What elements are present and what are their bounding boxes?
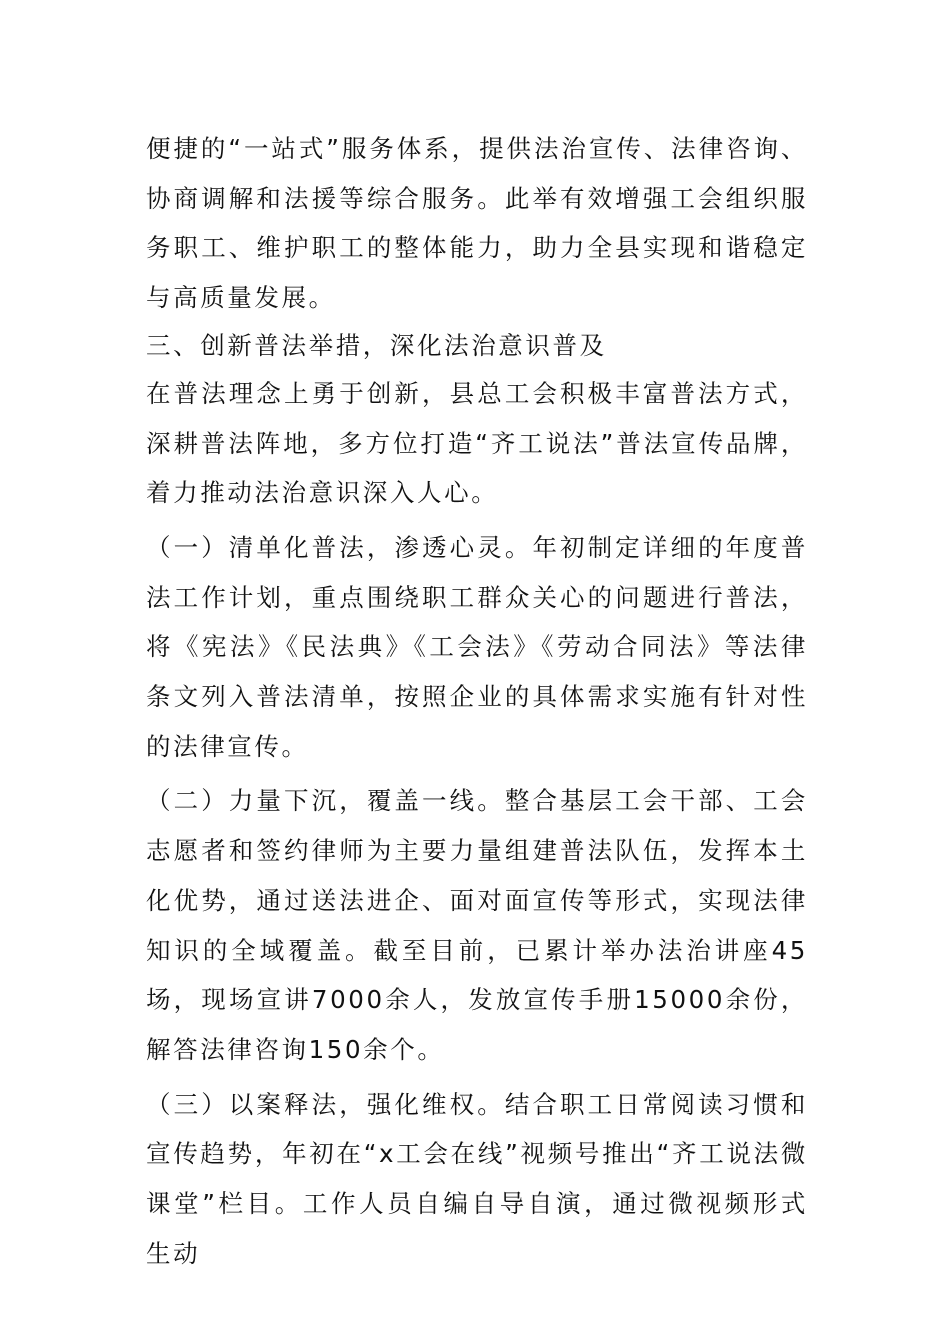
paragraph-item-two: （二）力量下沉，覆盖一线。整合基层工会干部、工会志愿者和签约律师为主要力量组建普法队伍，发挥本土化优势，通过送法进企、面对面宣传等形式，实现法律知识的全域覆盖。截至目前，已累计举办法治讲座45场，现场宣讲7000余人，发放宣传手册15000余份，解答法律咨询150余个。: [146, 786, 808, 1064]
document-body: [146, 124, 808, 1278]
paragraph-item-three: （三）以案释法，强化维权。结合职工日常阅读习惯和宣传趋势，年初在“x工会在线”视频号推出“齐工说法微课堂”栏目。工作人员自编自导自演，通过微视频形式生动: [146, 1089, 808, 1268]
paragraph-service-system: 便捷的“一站式”服务体系，提供法治宣传、法律咨询、协商调解和法援等综合服务。此举有效增强工会组织服务职工、维护职工的整体能力，助力全县实现和谐稳定与高质量发展。: [146, 134, 808, 313]
section-heading-three: 三、创新普法举措，深化法治意识普及: [146, 330, 607, 360]
paragraph-item-one: （一）清单化普法，渗透心灵。年初制定详细的年度普法工作计划，重点围绕职工群众关心的问题进行普法，将《宪法》《民法典》《工会法》《劳动合同法》等法律条文列入普法清单，按照企业的具体需求实施有针对性的法律宣传。: [146, 532, 808, 761]
paragraph-innovation-intro: 在普法理念上勇于创新，县总工会积极丰富普法方式，深耕普法阵地，多方位打造“齐工说法”普法宣传品牌，着力推动法治意识深入人心。: [146, 378, 808, 508]
